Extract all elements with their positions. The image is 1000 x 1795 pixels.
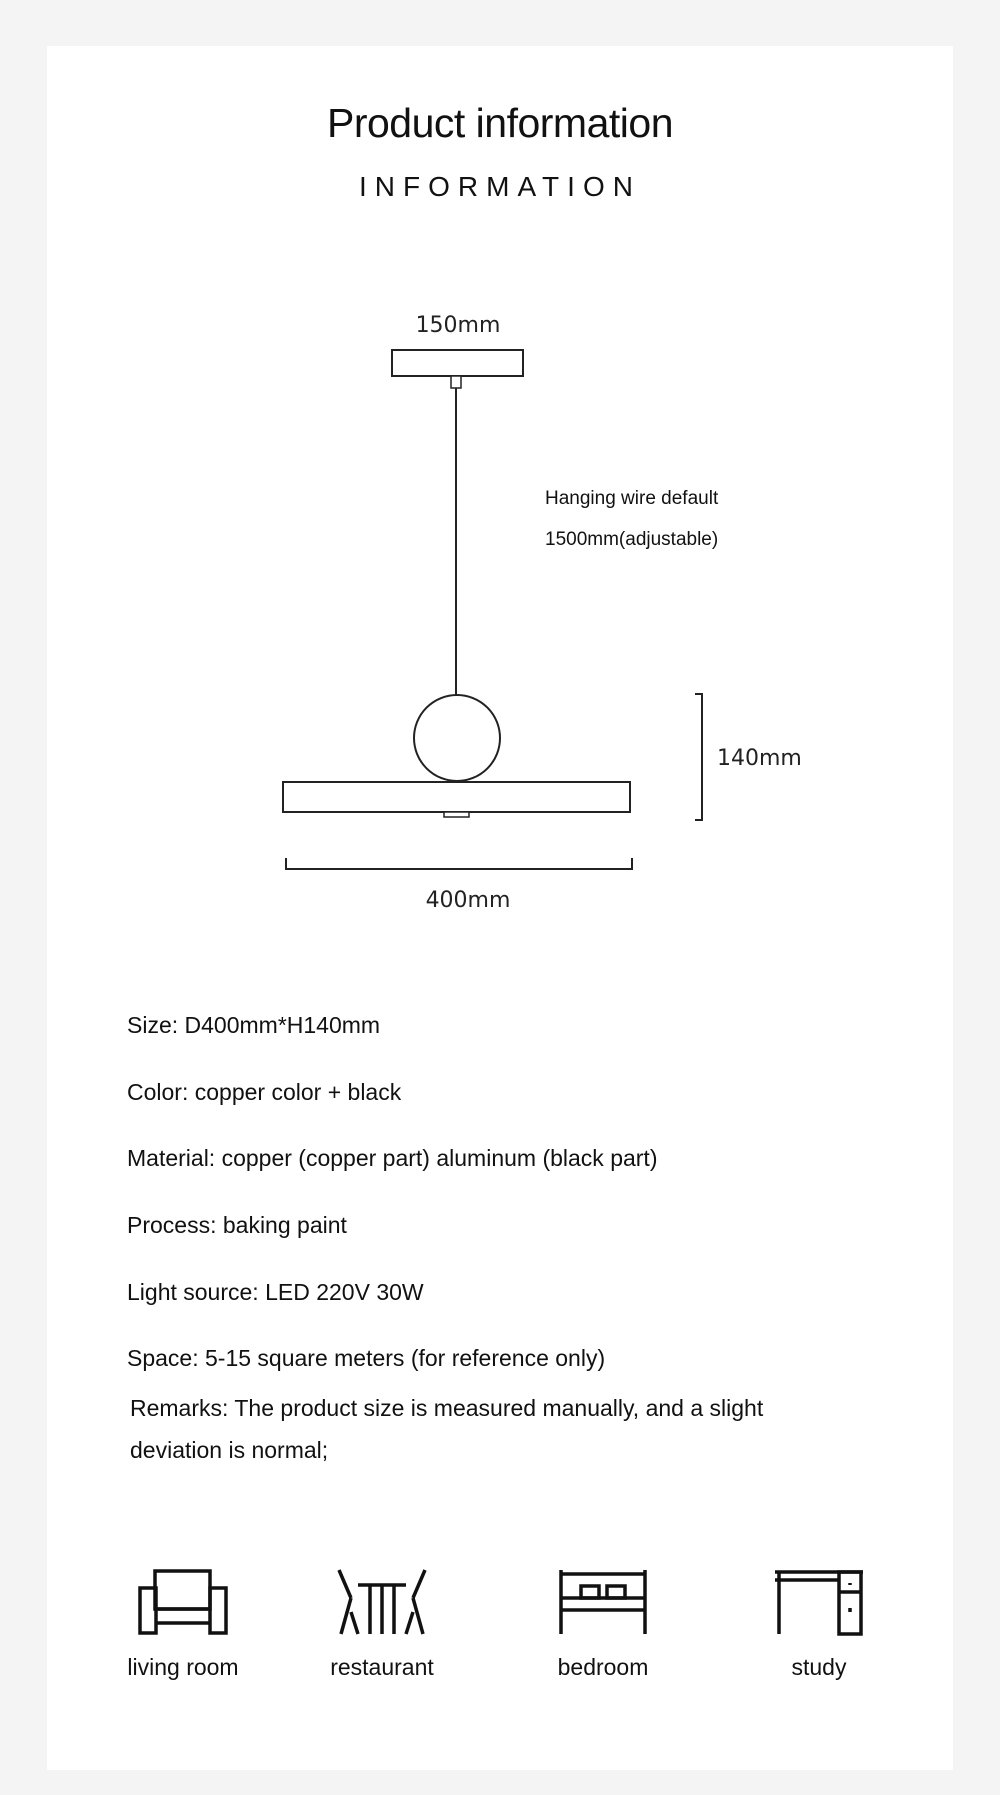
spec-color: Color: copper color + black xyxy=(127,1079,402,1105)
page-subtitle: INFORMATION xyxy=(359,171,641,202)
canopy-connector xyxy=(451,376,461,388)
lamp-disc-light xyxy=(444,812,469,817)
spec-remarks xyxy=(130,1387,830,1471)
room-study xyxy=(734,1568,904,1681)
ceiling-canopy xyxy=(392,350,523,376)
room-label: restaurant xyxy=(330,1654,434,1680)
spec-size: Size: D400mm*H140mm xyxy=(127,1012,381,1038)
sofa-icon xyxy=(137,1568,229,1636)
top-width-label: 150mm xyxy=(415,313,501,338)
room-label: study xyxy=(791,1654,847,1680)
height-label: 140mm xyxy=(717,746,802,771)
product-info-card xyxy=(47,46,953,1770)
room-restaurant xyxy=(297,1568,467,1681)
room-label: bedroom xyxy=(557,1654,649,1680)
spec-material: Material: copper (copper part) aluminum (black part) xyxy=(127,1145,658,1171)
desk-icon xyxy=(773,1568,865,1636)
room-bedroom xyxy=(518,1568,688,1681)
lamp-globe xyxy=(414,695,500,781)
wire-note-line1: Hanging wire default xyxy=(545,488,719,509)
spec-process: Process: baking paint xyxy=(127,1212,347,1238)
remarks-line2: deviation is normal; xyxy=(130,1437,329,1463)
height-bracket xyxy=(695,694,702,820)
lamp-disc xyxy=(283,782,630,812)
lamp-dimension-diagram xyxy=(47,46,953,946)
dining-table-icon xyxy=(336,1568,428,1636)
page-title: Product information xyxy=(326,100,673,146)
room-label: living room xyxy=(127,1654,239,1680)
spec-light-source: Light source: LED 220V 30W xyxy=(127,1279,424,1305)
spec-space: Space: 5-15 square meters (for reference only) xyxy=(127,1345,606,1371)
bed-icon xyxy=(557,1568,649,1636)
remarks-line1: Remarks: The product size is measured manually, and a slight xyxy=(130,1395,764,1421)
room-living-room xyxy=(98,1568,268,1681)
bottom-width-label: 400mm xyxy=(425,888,511,913)
bottom-width-bracket xyxy=(286,858,632,869)
wire-note-line2: 1500mm(adjustable) xyxy=(545,529,719,550)
